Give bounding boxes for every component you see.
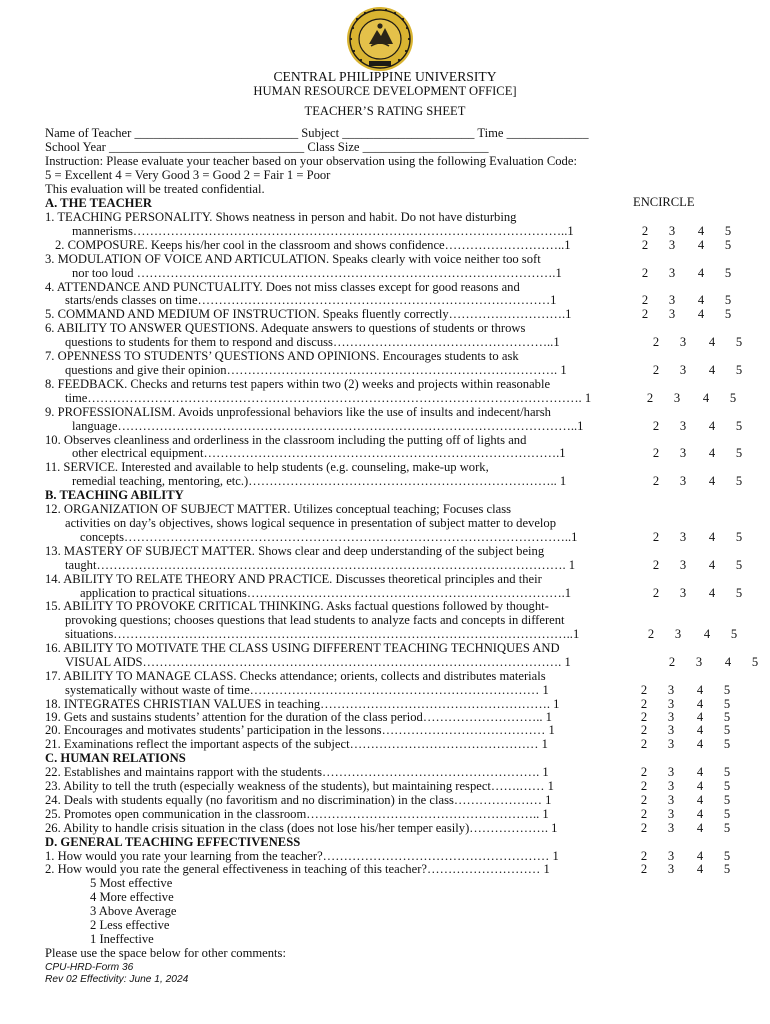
rating-option-3[interactable]: 3 bbox=[667, 765, 675, 779]
item-22-text: 22. Establishes and maintains rapport with the students……………………………………………. 1 bbox=[45, 765, 549, 779]
rating-option-3[interactable]: 3 bbox=[679, 558, 687, 572]
rating-option-5[interactable]: 5 bbox=[723, 765, 731, 779]
item-10-text-cont: other electrical equipment………………………………………………………………………….1 bbox=[72, 446, 566, 460]
office-name: HUMAN RESOURCE DEVELOPMENT OFFICE] bbox=[253, 84, 517, 98]
rating-option-3[interactable]: 3 bbox=[667, 807, 675, 821]
effectiveness-option-4: 4 More effective bbox=[90, 890, 174, 904]
rating-option-3[interactable]: 3 bbox=[679, 586, 687, 600]
item-d2-text: 2. How would you rate the general effectiveness in teaching of this teacher?……………………… 1 bbox=[45, 862, 550, 876]
rating-scale-item-26[interactable] bbox=[613, 821, 743, 835]
rating-option-3[interactable]: 3 bbox=[667, 723, 675, 737]
effectiveness-option-3: 3 Above Average bbox=[90, 904, 177, 918]
rating-option-3[interactable]: 3 bbox=[668, 224, 676, 238]
rating-option-3[interactable]: 3 bbox=[667, 697, 675, 711]
rating-scale-item-13[interactable] bbox=[625, 558, 755, 572]
rating-option-4[interactable]: 4 bbox=[708, 474, 716, 488]
item-1-text: 1. TEACHING PERSONALITY. Shows neatness in person and habit. Do not have disturbing bbox=[45, 210, 517, 224]
item-17-text: 17. ABILITY TO MANAGE CLASS. Checks attendance; orients, collects and distributes materials bbox=[45, 669, 546, 683]
rating-option-4[interactable]: 4 bbox=[708, 363, 716, 377]
item-4-text: 4. ATTENDANCE AND PUNCTUALITY. Does not miss classes except for good reasons and bbox=[45, 280, 520, 294]
item-13-text: 13. MASTERY OF SUBJECT MATTER. Shows clear and deep understanding of the subject being bbox=[45, 544, 545, 558]
item-13-text-cont: taught…………………………………………………………………………………………………. 1 bbox=[65, 558, 576, 572]
item-6-text-cont: questions to students for them to respond and discuss……………………………………………..1 bbox=[65, 335, 560, 349]
rating-option-3[interactable]: 3 bbox=[679, 335, 687, 349]
rating-option-3[interactable]: 3 bbox=[667, 683, 675, 697]
rating-option-4[interactable]: 4 bbox=[696, 779, 704, 793]
rating-option-4[interactable]: 4 bbox=[696, 821, 704, 835]
rating-option-5[interactable]: 5 bbox=[723, 737, 731, 751]
rating-option-3[interactable]: 3 bbox=[674, 627, 682, 641]
rating-option-5[interactable]: 5 bbox=[723, 723, 731, 737]
rating-option-3[interactable]: 3 bbox=[668, 238, 676, 252]
rating-option-2[interactable]: 2 bbox=[640, 765, 648, 779]
item-23-text: 23. Ability to tell the truth (especially weakness of the students), but maintaining respect…….…… 1 bbox=[45, 779, 554, 793]
rating-option-4[interactable]: 4 bbox=[696, 723, 704, 737]
rating-option-2[interactable]: 2 bbox=[647, 627, 655, 641]
rating-option-3[interactable]: 3 bbox=[695, 655, 703, 669]
item-2-text: 2. COMPOSURE. Keeps his/her cool in the classroom and shows confidence………………………..1 bbox=[55, 238, 571, 252]
rating-scale-item-12[interactable] bbox=[625, 530, 755, 544]
rating-scale-item-14[interactable] bbox=[625, 586, 755, 600]
rating-option-3[interactable]: 3 bbox=[679, 446, 687, 460]
effectiveness-option-1: 1 Ineffective bbox=[90, 932, 154, 946]
item-16-text-cont: VISUAL AIDS………………………………………………………………………………………. 1 bbox=[65, 655, 571, 669]
rating-option-5[interactable]: 5 bbox=[735, 474, 743, 488]
rating-option-2[interactable]: 2 bbox=[652, 558, 660, 572]
rating-option-4[interactable]: 4 bbox=[696, 849, 704, 863]
item-11-text-cont: remedial teaching, mentoring, etc.)……………………………………………………………….. 1 bbox=[72, 474, 567, 488]
rating-option-5[interactable]: 5 bbox=[723, 862, 731, 876]
item-12-text-cont2: concepts……………………………………………………………………………………………..1 bbox=[80, 530, 578, 544]
rating-option-4[interactable]: 4 bbox=[708, 419, 716, 433]
item-12-text-cont: activities on day’s objectives, shows logical sequence in presentation of subject matter to develop bbox=[65, 516, 557, 530]
rating-option-2[interactable]: 2 bbox=[640, 793, 648, 807]
rating-option-3[interactable]: 3 bbox=[668, 293, 676, 307]
rating-option-3[interactable]: 3 bbox=[679, 363, 687, 377]
rating-option-4[interactable]: 4 bbox=[708, 446, 716, 460]
rating-option-2[interactable]: 2 bbox=[652, 586, 660, 600]
rating-option-3[interactable]: 3 bbox=[679, 474, 687, 488]
rating-option-3[interactable]: 3 bbox=[673, 391, 681, 405]
rating-option-2[interactable]: 2 bbox=[641, 293, 649, 307]
rating-scale-item-9[interactable] bbox=[625, 419, 755, 433]
page-title: TEACHER’S RATING SHEET bbox=[304, 104, 466, 118]
rating-option-5[interactable]: 5 bbox=[735, 530, 743, 544]
rating-option-4[interactable]: 4 bbox=[697, 238, 705, 252]
item-16-text: 16. ABILITY TO MOTIVATE THE CLASS USING DIFFERENT TEACHING TECHNIQUES AND bbox=[45, 641, 560, 655]
rating-scale-item-d1[interactable] bbox=[613, 849, 743, 863]
rating-option-3[interactable]: 3 bbox=[667, 710, 675, 724]
item-15-text-cont: provoking questions; chooses questions that lead students to analyze facts and concepts in different bbox=[65, 613, 565, 627]
confidential-note: This evaluation will be treated confidential. bbox=[45, 182, 265, 196]
rating-option-5[interactable]: 5 bbox=[724, 293, 732, 307]
rating-scale-item-24[interactable] bbox=[613, 793, 743, 807]
rating-option-2[interactable]: 2 bbox=[640, 697, 648, 711]
rating-option-5[interactable]: 5 bbox=[751, 655, 759, 669]
item-15-text-cont2: situations………………………………………………………………………………………………..1 bbox=[65, 627, 580, 641]
rating-option-5[interactable]: 5 bbox=[735, 558, 743, 572]
section-d-heading: D. GENERAL TEACHING EFFECTIVENESS bbox=[45, 835, 301, 849]
rating-scale-item-3[interactable] bbox=[614, 266, 744, 280]
item-15-text: 15. ABILITY TO PROVOKE CRITICAL THINKING. Asks factual questions followed by thought- bbox=[45, 599, 549, 613]
rating-scale-item-16[interactable] bbox=[641, 655, 770, 669]
rating-scale-item-21[interactable] bbox=[613, 737, 743, 751]
rating-option-4[interactable]: 4 bbox=[708, 335, 716, 349]
rating-scale-item-11[interactable] bbox=[625, 474, 755, 488]
item-19-text: 19. Gets and sustains students’ attention for the duration of the class period……………………….. 1 bbox=[45, 710, 552, 724]
rating-scale-item-15[interactable] bbox=[620, 627, 750, 641]
rating-option-2[interactable]: 2 bbox=[641, 224, 649, 238]
rating-option-2[interactable]: 2 bbox=[652, 474, 660, 488]
rating-scale-item-19[interactable] bbox=[613, 710, 743, 724]
item-18-text: 18. INTEGRATES CHRISTIAN VALUES in teaching………………………………………………. 1 bbox=[45, 697, 560, 711]
rating-option-3[interactable]: 3 bbox=[679, 530, 687, 544]
rating-option-4[interactable]: 4 bbox=[696, 793, 704, 807]
item-14-text-cont: application to practical situations………………………………………………………………….1 bbox=[80, 586, 572, 600]
item-d1-text: 1. How would you rate your learning from the teacher?……………………………………………… 1 bbox=[45, 849, 559, 863]
evaluation-codes: 5 = Excellent 4 = Very Good 3 = Good 2 = Fair 1 = Poor bbox=[45, 168, 331, 182]
rating-option-3[interactable]: 3 bbox=[668, 307, 676, 321]
rating-option-5[interactable]: 5 bbox=[735, 419, 743, 433]
rating-scale-item-2[interactable] bbox=[614, 238, 744, 252]
item-26-text: 26. Ability to handle crisis situation in the class (does not lose his/her temper easily)………………. 1 bbox=[45, 821, 558, 835]
rating-option-4[interactable]: 4 bbox=[702, 391, 710, 405]
form-number: CPU-HRD-Form 36 bbox=[45, 962, 134, 973]
rating-option-2[interactable]: 2 bbox=[640, 737, 648, 751]
rating-option-4[interactable]: 4 bbox=[697, 224, 705, 238]
rating-option-5[interactable]: 5 bbox=[723, 807, 731, 821]
rating-option-4[interactable]: 4 bbox=[696, 710, 704, 724]
rating-option-3[interactable]: 3 bbox=[667, 821, 675, 835]
item-11-text: 11. SERVICE. Interested and available to help students (e.g. counseling, make-up work, bbox=[45, 460, 489, 474]
rating-option-2[interactable]: 2 bbox=[652, 419, 660, 433]
rating-option-2[interactable]: 2 bbox=[640, 723, 648, 737]
item-3-text-cont: nor too loud ……………………………………………………………………………………….1 bbox=[72, 266, 562, 280]
rating-option-3[interactable]: 3 bbox=[667, 779, 675, 793]
rating-option-5[interactable]: 5 bbox=[735, 586, 743, 600]
rating-scale-item-20[interactable] bbox=[613, 723, 743, 737]
rating-option-5[interactable]: 5 bbox=[729, 391, 737, 405]
item-7-text: 7. OPENNESS TO STUDENTS’ QUESTIONS AND OPINIONS. Encourages students to ask bbox=[45, 349, 519, 363]
rating-scale-item-18[interactable] bbox=[613, 697, 743, 711]
rating-option-3[interactable]: 3 bbox=[667, 849, 675, 863]
item-9-text-cont: language………………………………………………………………………………………………..1 bbox=[72, 419, 584, 433]
item-24-text: 24. Deals with students equally (no favoritism and no discrimination) in the class………………… 1 bbox=[45, 793, 552, 807]
rating-option-5[interactable]: 5 bbox=[735, 446, 743, 460]
item-20-text: 20. Encourages and motivates students’ participation in the lessons………………………………… 1 bbox=[45, 723, 555, 737]
rating-option-5[interactable]: 5 bbox=[735, 335, 743, 349]
rating-option-2[interactable]: 2 bbox=[640, 779, 648, 793]
rating-option-4[interactable]: 4 bbox=[696, 737, 704, 751]
rating-option-4[interactable]: 4 bbox=[708, 530, 716, 544]
item-7-text-cont: questions and give their opinion……………………………………………………………………. 1 bbox=[65, 363, 567, 377]
effectiveness-option-5: 5 Most effective bbox=[90, 876, 173, 890]
form-revision: Rev 02 Effectivity: June 1, 2024 bbox=[45, 974, 189, 985]
encircle-heading: ENCIRCLE bbox=[633, 195, 695, 209]
rating-option-4[interactable]: 4 bbox=[708, 586, 716, 600]
instruction-text: Instruction: Please evaluate your teacher based on your observation using the following Evaluation Code: bbox=[45, 154, 577, 168]
rating-option-5[interactable]: 5 bbox=[723, 683, 731, 697]
item-3-text: 3. MODULATION OF VOICE AND ARTICULATION. Speaks clearly with voice neither too soft bbox=[45, 252, 541, 266]
rating-option-2[interactable]: 2 bbox=[640, 683, 648, 697]
rating-scale-item-10[interactable] bbox=[625, 446, 755, 460]
rating-option-2[interactable]: 2 bbox=[652, 335, 660, 349]
item-25-text: 25. Promotes open communication in the classroom……………………………………………….. 1 bbox=[45, 807, 549, 821]
rating-option-3[interactable]: 3 bbox=[667, 862, 675, 876]
rating-option-4[interactable]: 4 bbox=[703, 627, 711, 641]
rating-scale-item-4[interactable] bbox=[614, 293, 744, 307]
rating-scale-item-8[interactable] bbox=[619, 391, 749, 405]
item-9-text: 9. PROFESSIONALISM. Avoids unprofessional behaviors like the use of insults and indecent/harsh bbox=[45, 405, 551, 419]
section-b-heading: B. TEACHING ABILITY bbox=[45, 488, 184, 502]
rating-scale-item-22[interactable] bbox=[613, 765, 743, 779]
item-10-text: 10. Observes cleanliness and orderliness in the classroom including the putting off of lights and bbox=[45, 433, 527, 447]
rating-option-5[interactable]: 5 bbox=[723, 697, 731, 711]
rating-option-3[interactable]: 3 bbox=[679, 419, 687, 433]
section-a-heading: A. THE TEACHER bbox=[45, 196, 152, 210]
rating-option-3[interactable]: 3 bbox=[667, 737, 675, 751]
rating-option-5[interactable]: 5 bbox=[724, 238, 732, 252]
rating-option-4[interactable]: 4 bbox=[697, 293, 705, 307]
rating-option-4[interactable]: 4 bbox=[724, 655, 732, 669]
rating-option-5[interactable]: 5 bbox=[724, 307, 732, 321]
comments-prompt: Please use the space below for other comments: bbox=[45, 946, 286, 960]
rating-option-4[interactable]: 4 bbox=[696, 765, 704, 779]
rating-scale-item-23[interactable] bbox=[613, 779, 743, 793]
rating-option-2[interactable]: 2 bbox=[640, 807, 648, 821]
university-seal-logo bbox=[341, 6, 419, 72]
rating-option-4[interactable]: 4 bbox=[697, 307, 705, 321]
rating-scale-item-5[interactable] bbox=[614, 307, 744, 321]
rating-option-2[interactable]: 2 bbox=[640, 862, 648, 876]
schoolyear-classsize-fields[interactable]: School Year _______________________________ Class Size ____________________ bbox=[45, 140, 489, 154]
rating-option-5[interactable]: 5 bbox=[730, 627, 738, 641]
rating-option-5[interactable]: 5 bbox=[723, 821, 731, 835]
rating-option-2[interactable]: 2 bbox=[652, 530, 660, 544]
rating-option-5[interactable]: 5 bbox=[723, 710, 731, 724]
rating-scale-item-d2[interactable] bbox=[613, 862, 743, 876]
rating-option-5[interactable]: 5 bbox=[724, 266, 732, 280]
rating-option-2[interactable]: 2 bbox=[652, 363, 660, 377]
item-8-text-cont: time………………………………………………………………………………………………………. 1 bbox=[65, 391, 592, 405]
university-name: CENTRAL PHILIPPINE UNIVERSITY bbox=[273, 69, 497, 84]
rating-option-4[interactable]: 4 bbox=[696, 862, 704, 876]
rating-scale-item-17[interactable] bbox=[613, 683, 743, 697]
rating-option-3[interactable]: 3 bbox=[668, 266, 676, 280]
teacher-subject-time-fields[interactable]: Name of Teacher __________________________ Subject _____________________ Time _____________ bbox=[45, 126, 589, 140]
effectiveness-option-2: 2 Less effective bbox=[90, 918, 170, 932]
rating-option-2[interactable]: 2 bbox=[646, 391, 654, 405]
item-6-text: 6. ABILITY TO ANSWER QUESTIONS. Adequate answers to questions of students or throws bbox=[45, 321, 526, 335]
rating-option-5[interactable]: 5 bbox=[724, 224, 732, 238]
rating-scale-item-7[interactable] bbox=[625, 363, 755, 377]
rating-option-2[interactable]: 2 bbox=[668, 655, 676, 669]
rating-scale-item-1[interactable] bbox=[614, 224, 744, 238]
item-21-text: 21. Examinations reflect the important aspects of the subject……………………………………… 1 bbox=[45, 737, 548, 751]
rating-option-5[interactable]: 5 bbox=[723, 793, 731, 807]
item-1-text-cont: mannerisms…………………………………………………………………………………………..1 bbox=[72, 224, 574, 238]
rating-option-2[interactable]: 2 bbox=[641, 307, 649, 321]
rating-option-4[interactable]: 4 bbox=[696, 807, 704, 821]
rating-option-4[interactable]: 4 bbox=[696, 683, 704, 697]
item-17-text-cont: systematically without waste of time…………………………………………………………… 1 bbox=[65, 683, 549, 697]
rating-option-5[interactable]: 5 bbox=[735, 363, 743, 377]
rating-option-4[interactable]: 4 bbox=[696, 697, 704, 711]
rating-option-2[interactable]: 2 bbox=[640, 710, 648, 724]
item-4-text-cont: starts/ends classes on time…………………………………………………………………………1 bbox=[65, 293, 557, 307]
rating-option-5[interactable]: 5 bbox=[723, 849, 731, 863]
rating-option-4[interactable]: 4 bbox=[708, 558, 716, 572]
rating-scale-item-25[interactable] bbox=[613, 807, 743, 821]
rating-option-5[interactable]: 5 bbox=[723, 779, 731, 793]
rating-option-3[interactable]: 3 bbox=[667, 793, 675, 807]
item-8-text: 8. FEEDBACK. Checks and returns test papers within two (2) weeks and projects within reasonable bbox=[45, 377, 551, 391]
rating-option-2[interactable]: 2 bbox=[640, 849, 648, 863]
rating-option-2[interactable]: 2 bbox=[641, 266, 649, 280]
rating-option-2[interactable]: 2 bbox=[652, 446, 660, 460]
item-5-text: 5. COMMAND AND MEDIUM OF INSTRUCTION. Speaks fluently correctly……………………….1 bbox=[45, 307, 572, 321]
rating-option-2[interactable]: 2 bbox=[641, 238, 649, 252]
rating-option-2[interactable]: 2 bbox=[640, 821, 648, 835]
item-12-text: 12. ORGANIZATION OF SUBJECT MATTER. Utilizes conceptual teaching; Focuses class bbox=[45, 502, 512, 516]
rating-scale-item-6[interactable] bbox=[625, 335, 755, 349]
rating-option-4[interactable]: 4 bbox=[697, 266, 705, 280]
section-c-heading: C. HUMAN RELATIONS bbox=[45, 751, 186, 765]
item-14-text: 14. ABILITY TO RELATE THEORY AND PRACTICE. Discusses theoretical principles and their bbox=[45, 572, 542, 586]
